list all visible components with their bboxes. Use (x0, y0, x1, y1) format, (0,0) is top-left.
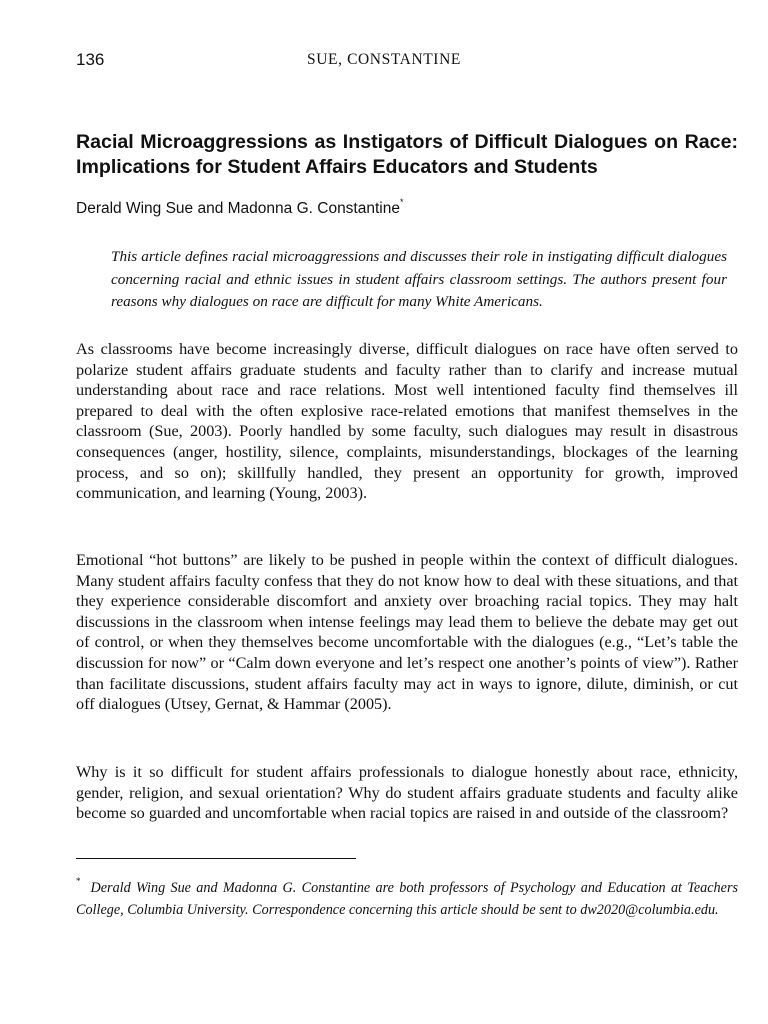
abstract: This article defines racial microaggressions and discusses their role in instigating difficult dialogues concerning racial and ethnic issues in student affairs classroom settings. The authors present four reasons why dialogues on race are difficult for many White Americans. (111, 248, 727, 311)
footnote-marker: * (76, 876, 81, 886)
running-head: SUE, CONSTANTINE (307, 51, 461, 68)
footnote-text: Derald Wing Sue and Madonna G. Constantine are both professors of Psychology and Education at Teachers College, Columbia University. Correspondence concerning this article should be sent to dw2020@columbia.edu. (76, 880, 738, 918)
page-header (76, 50, 692, 74)
article-title: Racial Microaggressions as Instigators of Difficult Dialogues on Race: Implications for Student Affairs Educators and Students (76, 131, 738, 178)
author-names: Derald Wing Sue and Madonna G. Constantine (76, 200, 400, 217)
page-number: 136 (76, 50, 105, 69)
footnote-divider (76, 858, 356, 859)
body-paragraph-1: As classrooms have become increasingly diverse, difficult dialogues on race have often served to polarize student affairs graduate students and faculty rather than to clarify and increase mutual understanding about race and race relations. Most well intentioned faculty find themselves ill prepared to deal with the often explosive race-related emotions that manifest themselves in the classroom (Sue, 2003). Poorly handled by some faculty, such dialogues may result in disastrous consequences (anger, hostility, silence, complaints, misunderstandings, blockages of the learning process, and so on); skillfully handled, they present an opportunity for growth, improved communication, and learning (Young, 2003). (76, 340, 738, 503)
author-footnote-marker[interactable]: * (399, 197, 404, 207)
footnote (76, 870, 738, 921)
body-paragraph-3: Why is it so difficult for student affairs professionals to dialogue honestly about race, ethnicity, gender, religion, and sexual orientation? Why do student affairs graduate students and faculty alike become so guarded and uncomfortable when racial topics are raised in and outside of the classroom? (76, 763, 738, 823)
article-authors (76, 197, 404, 218)
body-paragraph-2: Emotional “hot buttons” are likely to be pushed in people within the context of difficult dialogues. Many student affairs faculty confess that they do not know how to deal with these situations, and that they experience considerable discomfort and anxiety over broaching racial topics. They may halt discussions in the classroom when intense feelings may lead them to believe the debate may get out of control, or when they themselves become uncomfortable with the dialogues (e.g., “Let’s table the discussion for now” or “Calm down everyone and let’s respect one another’s points of view”). Rather than facilitate discussions, student affairs faculty may act in ways to ignore, dilute, diminish, or cut off dialogues (Utsey, Gernat, & Hammar (2005). (76, 551, 738, 714)
